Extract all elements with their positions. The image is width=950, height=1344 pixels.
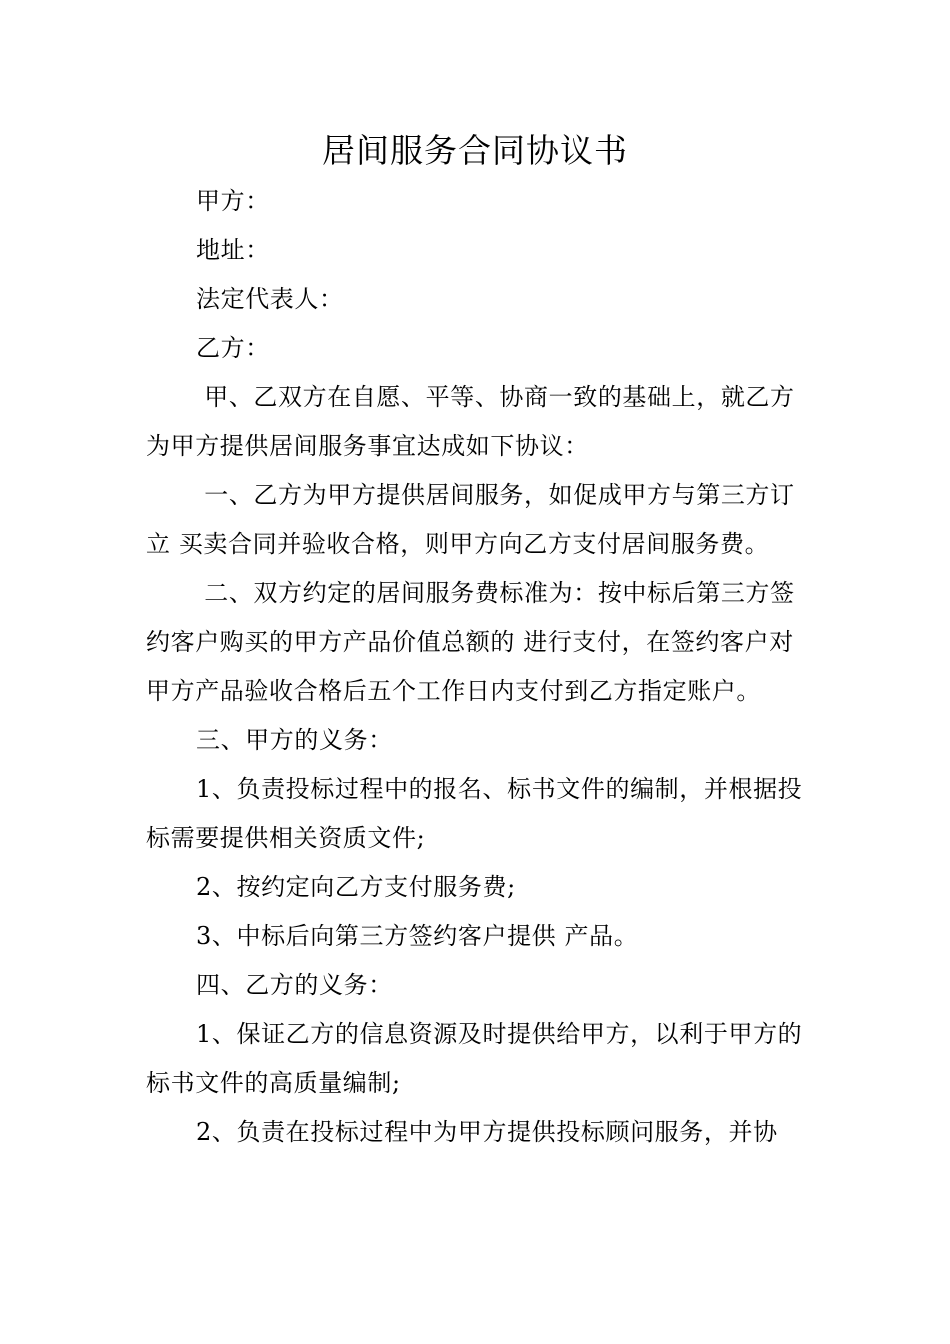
clause-3-item-1: 1、负责投标过程中的报名、标书文件的编制，并根据投标需要提供相关资质文件; [146, 775, 803, 852]
party-b-line: 乙方： [196, 334, 270, 362]
clause-1-paragraph: 一、乙方为甲方提供居间服务，如促成甲方与第三方订立 买卖合同并验收合格，则甲方向乙方支付居间服务费。 [146, 481, 795, 558]
clause-3-item-3: 3、中标后向第三方签约客户提供 产品。 [196, 922, 639, 950]
clause-4-item-2: 2、负责在投标过程中为甲方提供投标顾问服务，并协 [196, 1118, 778, 1146]
preamble-paragraph: 甲、乙双方在自愿、平等、协商一致的基础上，就乙方为甲方提供居间服务事宜达成如下协议： [146, 383, 795, 460]
address-line: 地址： [196, 236, 270, 264]
clause-3-heading: 三、甲方的义务： [196, 726, 393, 754]
party-a-line: 甲方： [196, 187, 270, 215]
legal-representative-line: 法定代表人： [196, 285, 344, 313]
clause-3-item-2: 2、按约定向乙方支付服务费; [196, 873, 516, 901]
clause-4-heading: 四、乙方的义务： [196, 971, 393, 999]
clause-2-paragraph: 二、双方约定的居间服务费标准为：按中标后第三方签约客户购买的甲方产品价值总额的 进行支付，在签约客户对甲方产品验收合格后五个工作日内支付到乙方指定账户。 [146, 579, 795, 705]
document-body [146, 177, 808, 1157]
clause-4-item-1: 1、保证乙方的信息资源及时提供给甲方，以利于甲方的标书文件的高质量编制; [146, 1020, 803, 1097]
document-title: 居间服务合同协议书 [322, 131, 628, 170]
